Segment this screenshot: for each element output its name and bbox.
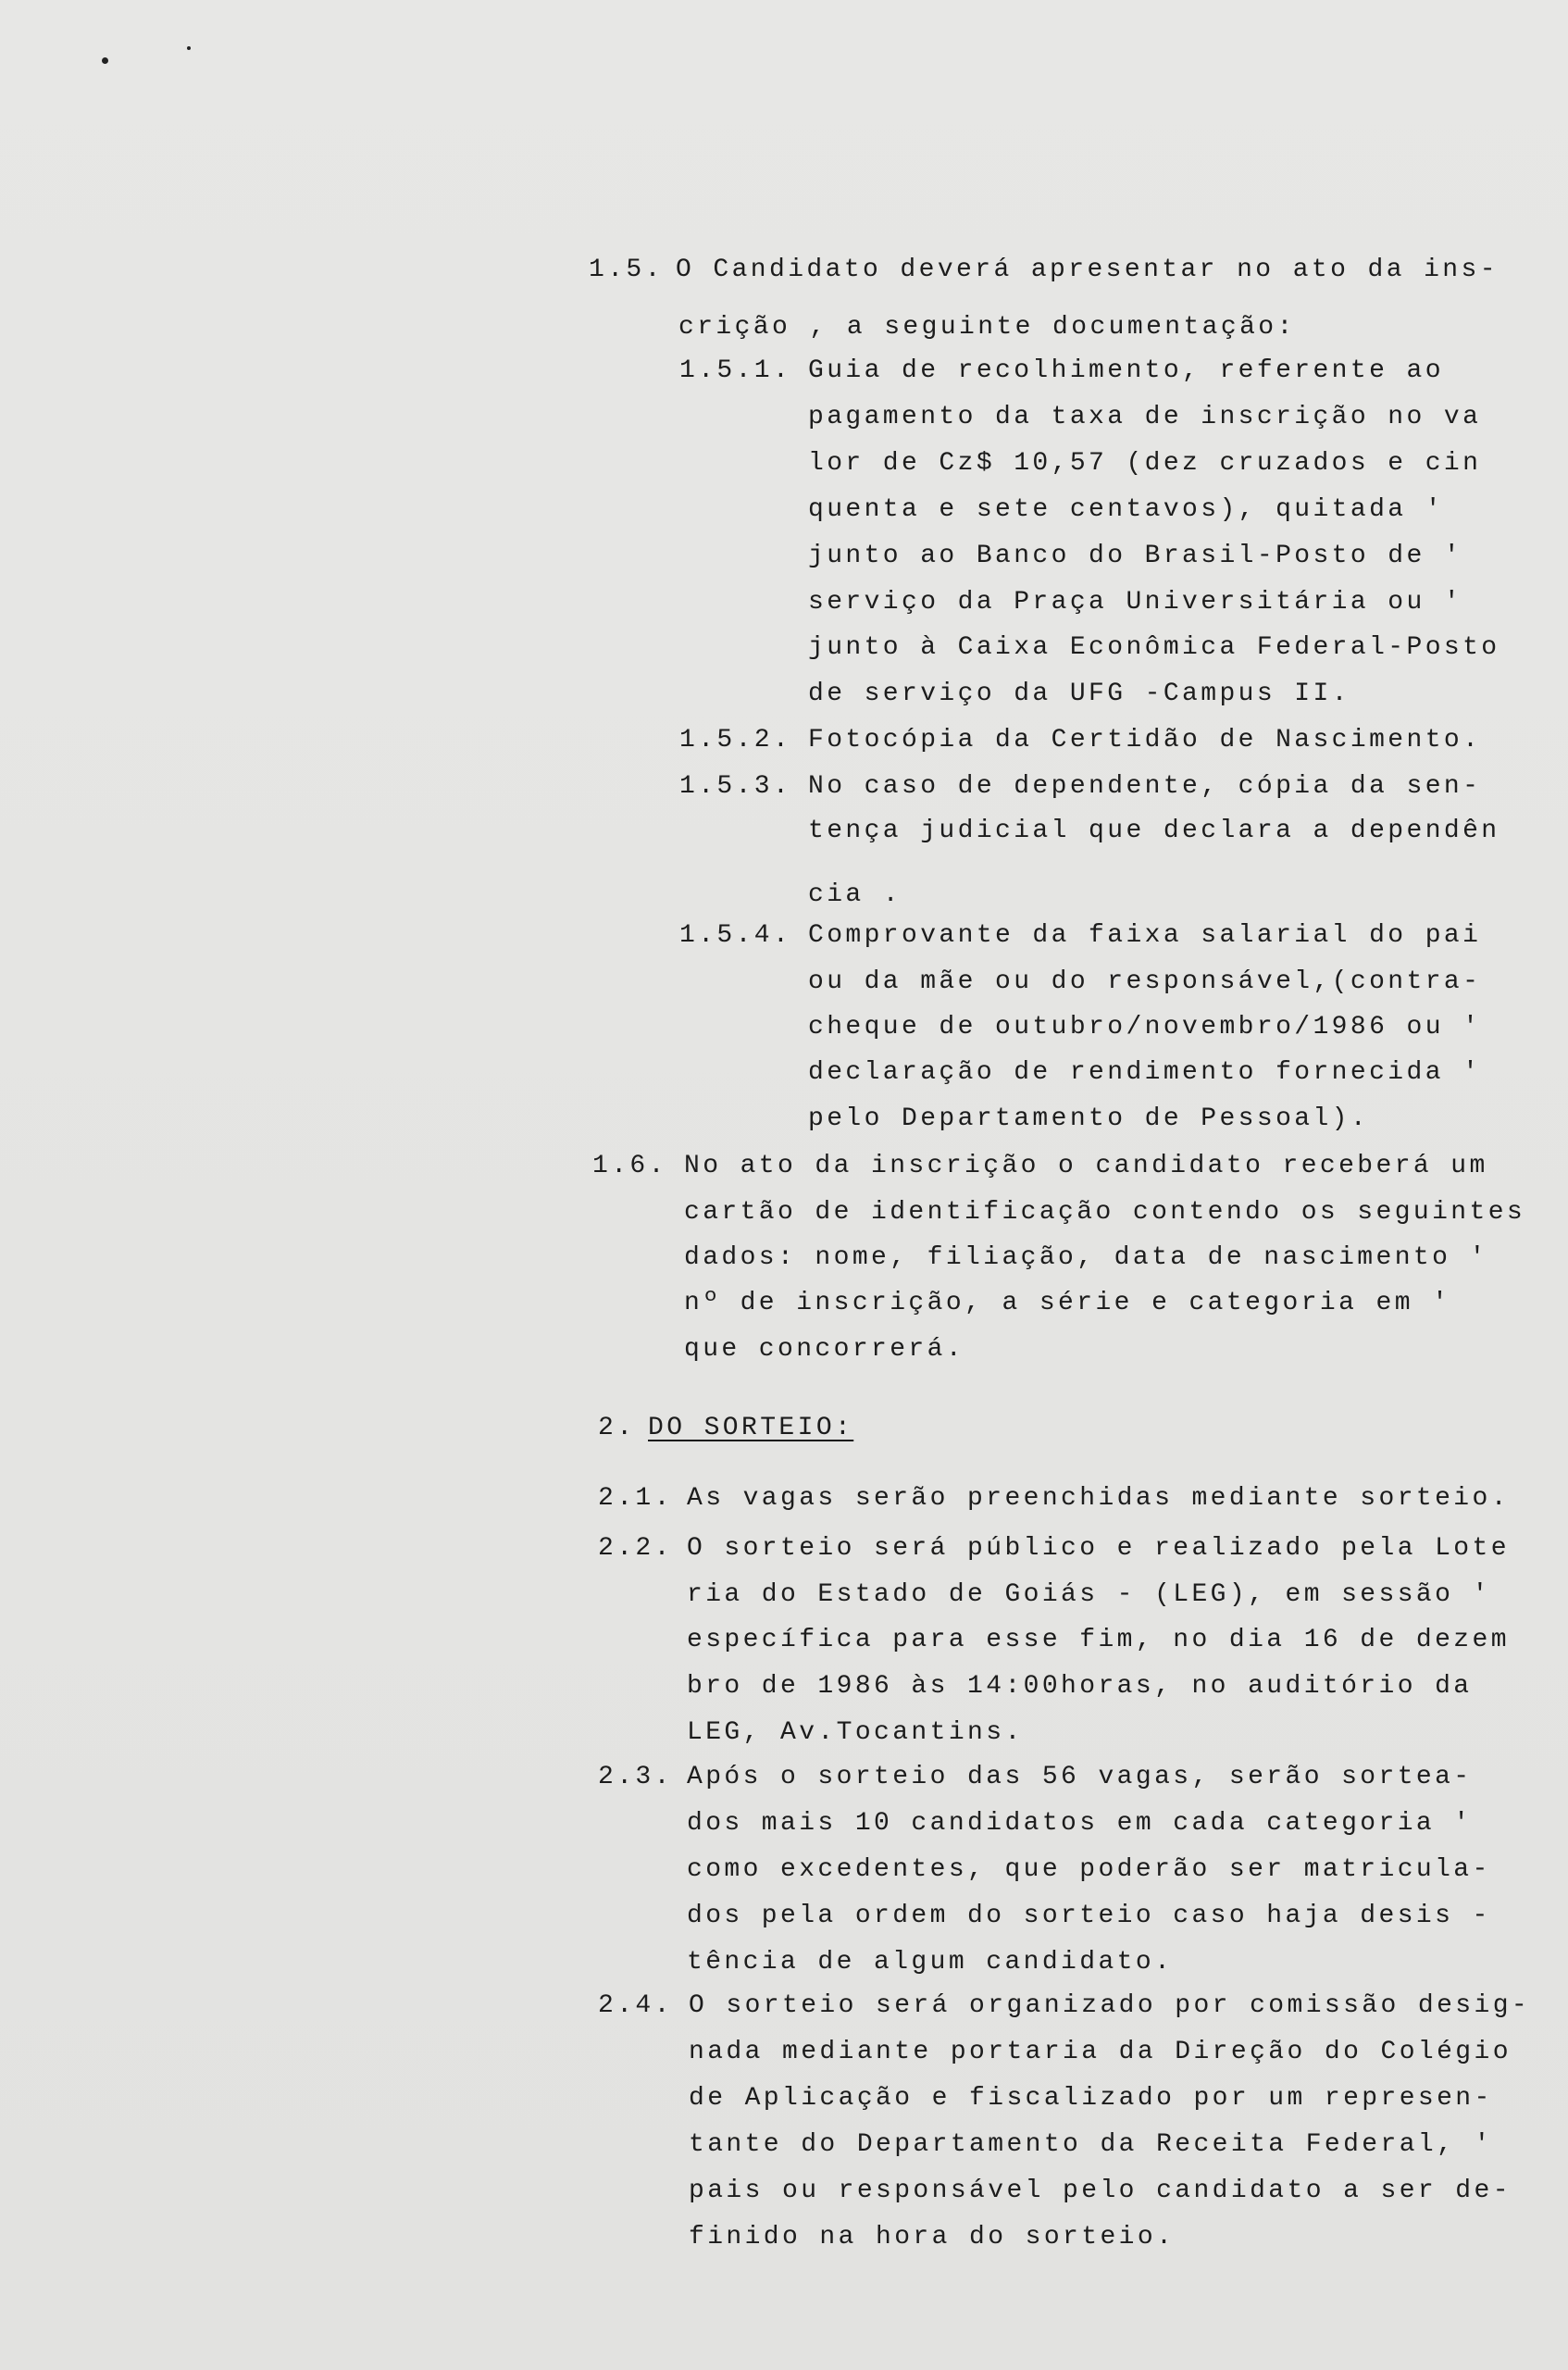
paragraph-line: As vagas serão preenchidas mediante sorteio. [687, 1484, 1510, 1513]
paragraph-line: pelo Departamento de Pessoal). [808, 1104, 1370, 1133]
paragraph-line: cheque de outubro/novembro/1986 ou ' [808, 1013, 1482, 1042]
paragraph-line: pagamento da taxa de inscrição no va [808, 403, 1482, 431]
paragraph-line: tença judicial que declara a dependên [808, 817, 1500, 845]
paragraph-line: como excedentes, que poderão ser matricula- [687, 1855, 1491, 1884]
paragraph-line: finido na hora do sorteio. [689, 2223, 1176, 2252]
paragraph-line: Guia de recolhimento, referente ao [808, 356, 1444, 385]
paragraph-line: O Candidato deverá apresentar no ato da ins- [676, 256, 1499, 284]
section-number: 2.3. [598, 1763, 673, 1791]
paragraph-line: Após o sorteio das 56 vagas, serão sortea- [687, 1763, 1473, 1791]
paragraph-line: tante do Departamento da Receita Federal, ' [689, 2130, 1493, 2159]
paragraph-line: O sorteio será organizado por comissão desig- [689, 1991, 1531, 2020]
section-number: 1.5. [589, 256, 664, 284]
paragraph-line: LEG, Av.Tocantins. [687, 1718, 1024, 1747]
paragraph-line: tência de algum candidato. [687, 1948, 1174, 1977]
paragraph-line: ou da mãe ou do responsável,(contra- [808, 967, 1482, 996]
paragraph-line: crição , a seguinte documentação: [678, 313, 1296, 342]
ink-speck [102, 57, 108, 64]
paragraph-line: junto ao Banco do Brasil-Posto de ' [808, 542, 1463, 570]
paragraph-line: dos mais 10 candidatos em cada categoria ' [687, 1809, 1473, 1838]
section-number: 2. [598, 1414, 636, 1442]
section-number: 2.4. [598, 1991, 673, 2020]
paragraph-line: No ato da inscrição o candidato receberá um [684, 1152, 1488, 1180]
paragraph-line: de Aplicação e fiscalizado por um represen- [689, 2084, 1493, 2113]
paragraph-line: específica para esse fim, no dia 16 de dezem [687, 1626, 1510, 1654]
section-number: 2.1. [598, 1484, 673, 1513]
paragraph-line: dos pela ordem do sorteio caso haja desis - [687, 1902, 1491, 1930]
paragraph-line: lor de Cz$ 10,57 (dez cruzados e cin [808, 449, 1482, 478]
paragraph-line: declaração de rendimento fornecida ' [808, 1058, 1482, 1087]
paragraph-line: pais ou responsável pelo candidato a ser de- [689, 2177, 1512, 2205]
paragraph-line: Comprovante da faixa salarial do pai [808, 921, 1482, 950]
paragraph-line: nº de inscrição, a série e categoria em ' [684, 1289, 1451, 1317]
paragraph-line: No caso de dependente, cópia da sen- [808, 772, 1482, 801]
paragraph-line: dados: nome, filiação, data de nascimento ' [684, 1243, 1488, 1272]
section-heading: DO SORTEIO: [648, 1414, 854, 1442]
paragraph-line: O sorteio será público e realizado pela Lote [687, 1534, 1510, 1563]
paragraph-line: serviço da Praça Universitária ou ' [808, 588, 1463, 617]
paragraph-line: quenta e sete centavos), quitada ' [808, 495, 1444, 524]
paragraph-line: nada mediante portaria da Direção do Colégio [689, 2038, 1512, 2066]
paragraph-line: cia . [808, 880, 902, 909]
section-number: 1.6. [592, 1152, 667, 1180]
paragraph-line: bro de 1986 às 14:00horas, no auditório da [687, 1672, 1473, 1701]
paragraph-line: cartão de identificação contendo os seguintes [684, 1198, 1526, 1227]
subsection-number: 1.5.1. [679, 356, 792, 385]
subsection-number: 1.5.2. [679, 726, 792, 755]
subsection-number: 1.5.3. [679, 772, 792, 801]
paragraph-line: junto à Caixa Econômica Federal-Posto [808, 633, 1500, 662]
paragraph-line: Fotocópia da Certidão de Nascimento. [808, 726, 1482, 755]
ink-speck [187, 46, 191, 50]
paragraph-line: de serviço da UFG -Campus II. [808, 680, 1350, 708]
subsection-number: 1.5.4. [679, 921, 792, 950]
section-number: 2.2. [598, 1534, 673, 1563]
paragraph-line: que concorrerá. [684, 1335, 965, 1364]
paragraph-line: ria do Estado de Goiás - (LEG), em sessão ' [687, 1580, 1491, 1609]
